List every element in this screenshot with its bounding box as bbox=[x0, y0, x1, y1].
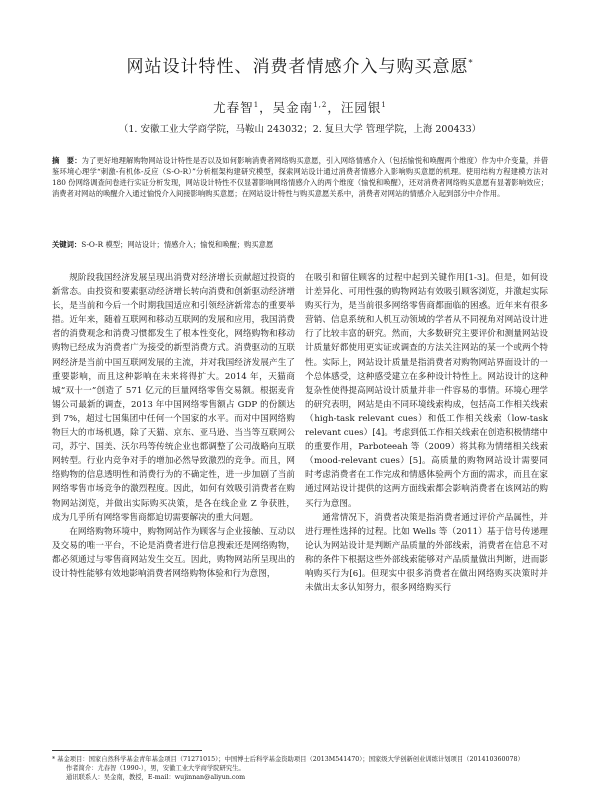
author-affil-sup: 1 bbox=[381, 100, 387, 109]
affiliation: （1. 安徽工业大学商学院，马鞍山 243032；2. 复旦大学 管理学院，上海 200433） bbox=[118, 124, 482, 135]
body-paragraph: 在网络购物环境中，购物网站作为顾客与企业接触、互动以及交易的唯一平台，不论是消费者进行信息搜索还是网络购物，都必须通过与零售商网站发生交互。因此，购物网站所呈现出的设计特性能够有效地影响消费者网络购物体验和行为意图， bbox=[52, 526, 295, 579]
author-name: 汪园银 bbox=[340, 100, 382, 115]
abstract-text: 为了更好地理解购物网站设计特性是否以及如何影响消费者网络购买意愿，引入网络情感介入（包括愉悦和唤醒两个维度）作为中介变量，并借鉴环境心理学“刺激-有机体-反应（S-O-R）”分析框架构建研究模型，探索网站设计通过消费者情感介入影响购买意愿的机理。使用结构方程建模方法对 180 份网络调查问卷进行实证分析发现，网站设计特性不仅显著影响网络情感介入的两个维度（愉悦和唤醒），还对消费者网络购买意愿有显著影响效应；消费者对网站的唤醒介入通过愉悦介入间接影响购买意愿；在网站设计特性与购买意愿关系中，消费者对网站的情感介入起到部分中介作用。 bbox=[52, 156, 549, 199]
author-affil-sup: 1 bbox=[253, 100, 260, 109]
body-paragraph: 通常情况下，消费者决策是指消费者通过评价产品属性，并进行理性选择的过程。比如 Wells 等（2011）基于信号传递理论认为网站设计是判断产品质量的外部线索，消费者在信息不对称的条件下根据这些外部线索能够对产品质量做出判断，进而影响购买行为[6]。但现实中很多消费者在做出网络购买决策时并未做出太多认知努力，很多网络购买行 bbox=[305, 512, 548, 594]
title-text: 网站设计特性、消费者情感介入与购买意愿 bbox=[126, 57, 469, 77]
author-name: 尤春智 bbox=[213, 100, 254, 115]
footnote-contact: 通讯联系人：吴金南，教授，E-mail：wujinnan@aliyun.com bbox=[66, 774, 246, 781]
keywords-text: S-O-R 模型；网站设计；情感介入；愉悦和唤醒；购买意愿 bbox=[81, 240, 274, 249]
body-column-left bbox=[52, 271, 295, 581]
author-affil-sup: 1,2 bbox=[313, 100, 328, 109]
abstract-label: 摘 要： bbox=[52, 156, 82, 165]
title-footnote-mark: * bbox=[468, 58, 474, 68]
keywords bbox=[52, 240, 548, 250]
footnotes bbox=[52, 755, 548, 782]
keywords-label: 关键词： bbox=[52, 240, 82, 249]
author-separator: ， bbox=[259, 100, 273, 115]
footnote-divider bbox=[52, 750, 202, 751]
footnote-author-bio: 作者简介：尤春智（1990-），男，安徽工业大学商学院研究生。 bbox=[66, 765, 245, 772]
body-column-right bbox=[305, 271, 548, 595]
author-list bbox=[0, 98, 600, 116]
paper-title bbox=[0, 52, 600, 77]
author-name: 吴金南 bbox=[272, 100, 314, 115]
body-paragraph: 在吸引和留住顾客的过程中起到关键作用[1-3]。但是，如何设计差异化、可用性强的购物网站有效吸引顾客浏览，并激起实际购买行为，是当前很多网络零售商都面临的困惑。近年来有很多营销、信息系统和人机互动领域的学者从不同视角对网站设计进行了比较丰富的研究。然而，大多数研究主要评价和测量网站设计质量好都使用更实证或调查的方法关注网站的某一个或两个特性。实际上，网站设计质量是指消费者对购物网站界面设计的一个总体感受，这种感受建立在多种设计特性上。网站设计的这种复杂性使得提高网站设计质量并非一件容易的事情。环境心理学的研究表明，网站是由不同环境线索构成，包括高工作相关线索（high-task relevant cues）和低工作相关线索（low-task relevant cues）[4]。考虑到低工作相关线索在创造积极情绪中的重要作用，Parboteeah 等（2009）将其称为情绪相关线索（mood-relevant cues）[5]。高质量的购物网站设计需要同时考虑消费者在工作完成和情感体验两个方面的需求，而且在家通过网站设计提供的这两方面线索都会影响消费者在该网站的购买行为意图。 bbox=[305, 273, 548, 509]
author-separator: ， bbox=[327, 100, 341, 115]
footnote-funding: * 基金项目：国家自然科学基金青年基金项目（71271015）；中国博士后科学基金资助项目（2013M541470）；国家级大学创新创业训练计划项目（201410360078） bbox=[52, 756, 524, 763]
body-paragraph: 规阶段我国经济发展呈现出消费对经济增长贡献超过投资的新常态。由投资和要素驱动经济增长转向消费和创新驱动经济增长，是当前和今后一个时期我国适应和引领经济新常态的重要举措。近年来，随着互联网和移动互联网的发展和应用，我国消费者的消费观念和消费习惯都发生了根本性变化，网络购物和移动购物已经成为消费者广为接受的新型消费方式。消费驱动的互联网经济是当前中国互联网发展的主流，并对我国经济发展产生了重要影响，而且这种影响在未来将得扩大。2014 年，天猫商城“双十一”创造了 571 亿元的巨量网络零售交易额。根据麦肯锡公司最新的调查，2013 年中国网络零售额占 GDP 的份额达到 7%，超过七国集团中任何一个国家的水平。而对中国网络购物巨大的市场机遇，除了天猫、京东、亚马逊、当当等互联网公司，苏宁、国美、沃尔玛等传统企业也都调整了公司战略向互联网转型。行业内竞争对手的增加必然导致激烈的竞争。而且，网络购物的信息透明性和消费行为的不确定性，进一步加剧了当前网络零售市场竞争的激烈程度。因此，如何有效吸引消费者在购物网站浏览，并做出实际购买决策，是各在线企业 Z 争获胜，成为几乎所有网络零售商都迫切需要解决的重大问题。 bbox=[52, 273, 295, 523]
abstract bbox=[52, 155, 548, 199]
